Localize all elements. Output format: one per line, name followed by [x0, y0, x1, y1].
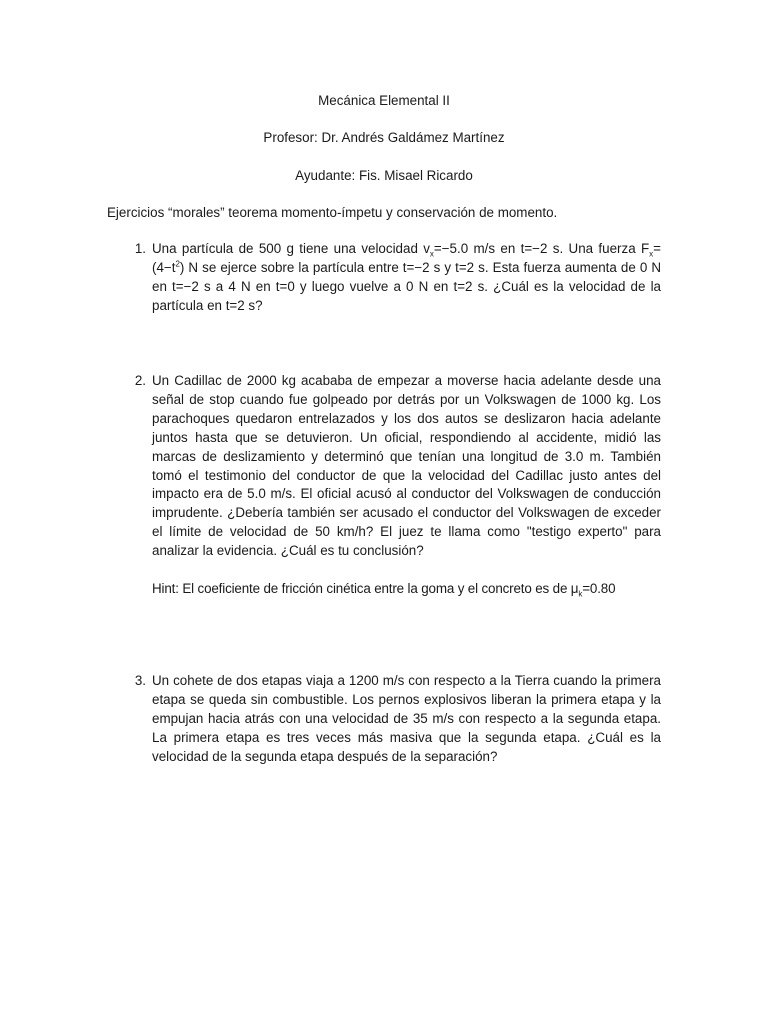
hint-value: =0.80	[582, 580, 616, 596]
exercise-number: 1.	[134, 241, 146, 256]
exercise-text: Un Cadillac de 2000 kg acababa de empezar a moverse hacia adelante desde una señal de stop cuando fue golpeado por detrás por un Volkswagen de 1000 kg. Los parachoques quedaron entrelazados y los dos autos se deslizaron hacia adelante juntos hasta que se detuvieron. Un oficial, respondiendo al accidente, midió las marcas de deslizamiento y determinó que tenían una longitud de 3.0 m. También tomó el testimonio del conductor de que la velocidad del Cadillac justo antes del impacto era de 5.0 m/s. El oficial acusó al conductor del Volkswagen de conducción imprudente. ¿Debería también ser acusado el conductor del Volkswagen de exceder el límite de velocidad de 50 km/h? El juez te llama como "testigo experto" para analizar la evidencia. ¿Cuál es tu conclusión?	[152, 373, 661, 559]
subscript-x: x	[649, 249, 654, 259]
professor-line: Profesor: Dr. Andrés Galdámez Martínez	[263, 130, 505, 145]
exercise-3	[126, 672, 661, 767]
exercise-1	[126, 240, 661, 316]
text-part: ) N se ejerce sobre la partícula entre t=−2 s y t=2 s. Esta fuerza aumenta de 0 N en t=−2 s a 4 N en t=0 y luego vuelve a 0 N en t=2 s. ¿Cuál es la velocidad de la partícula en t=2 s?	[152, 259, 661, 313]
subscript-x: x	[429, 249, 434, 259]
text-part: =−5.0 m/s en t=−2 s. Una fuerza F	[433, 241, 650, 256]
superscript-2: 2	[175, 259, 180, 269]
exercise-2	[126, 372, 661, 599]
text-part: =(4−t	[152, 241, 661, 275]
exercise-hint	[152, 580, 661, 599]
exercise-number: 3.	[134, 673, 146, 688]
exercise-text	[152, 240, 661, 316]
exercise-number: 2.	[134, 373, 146, 388]
course-title: Mecánica Elemental II	[318, 93, 450, 108]
exercise-text: Un cohete de dos etapas viaja a 1200 m/s con respecto a la Tierra cuando la primera etapa se queda sin combustible. Los pernos explosivos liberan la primera etapa y la empujan hacia atrás con una velocidad de 35 m/s con respecto a la segunda etapa. La primera etapa es tres veces más masiva que la segunda etapa. ¿Cuál es la velocidad de la segunda etapa después de la separación?	[152, 673, 661, 764]
hint-text: Hint: El coeficiente de fricción cinética entre la goma y el concreto es de μ	[152, 580, 579, 596]
exercises-intro: Ejercicios “morales” teorema momento-ímpetu y conservación de momento.	[107, 205, 558, 220]
assistant-line: Ayudante: Fis. Misael Ricardo	[295, 168, 473, 183]
text-part: Una partícula de 500 g tiene una velocidad v	[152, 241, 430, 256]
subscript-k: k	[578, 589, 583, 599]
